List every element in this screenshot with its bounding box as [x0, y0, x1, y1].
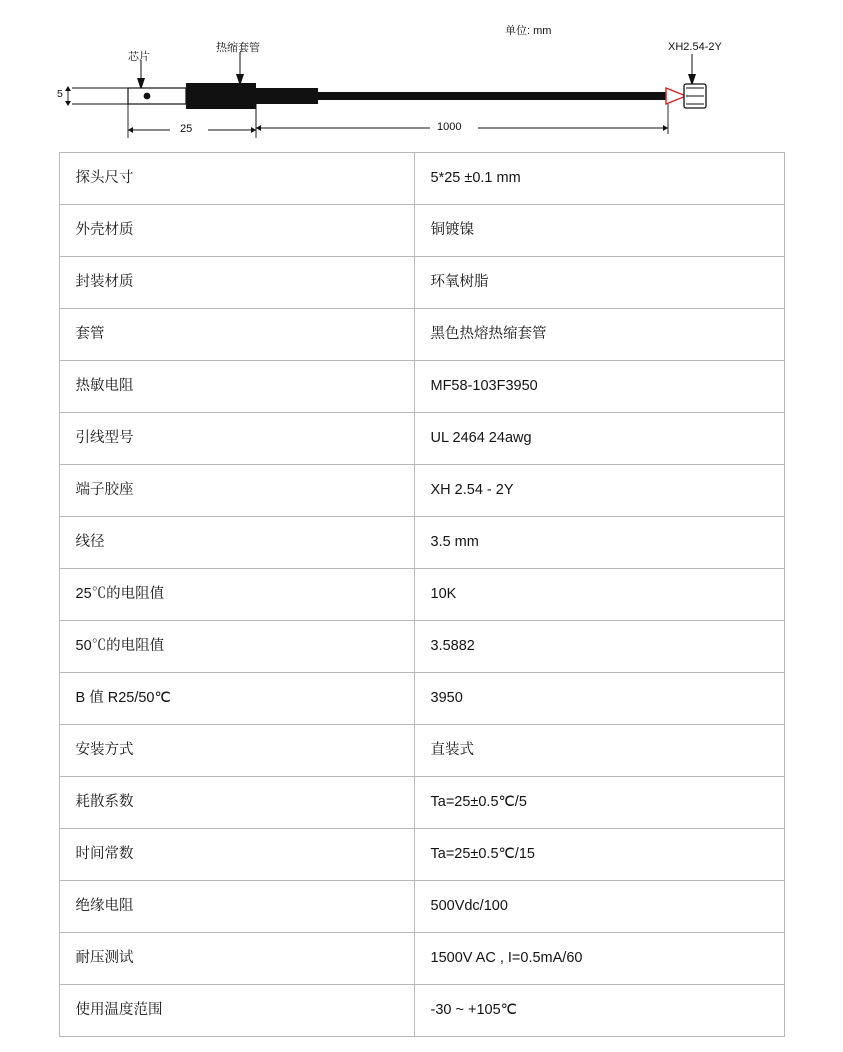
spec-value: 3.5 mm: [414, 517, 784, 569]
spec-value: XH 2.54 - 2Y: [414, 465, 784, 517]
spec-label: 安装方式: [59, 725, 414, 777]
table-row: [59, 361, 784, 413]
spec-label: 50℃的电阻值: [59, 621, 414, 673]
callout-connector: XH2.54-2Y: [668, 41, 722, 53]
heat-shrink-thick: [186, 83, 256, 109]
dimension-wire-length: 1000: [437, 121, 462, 133]
spec-value: 环氧树脂: [414, 257, 784, 309]
spec-label: 绝缘电阻: [59, 881, 414, 933]
table-row: [59, 881, 784, 933]
spec-label: 外壳材质: [59, 205, 414, 257]
spec-value: 3.5882: [414, 621, 784, 673]
table-row: [59, 673, 784, 725]
spec-label: 线径: [59, 517, 414, 569]
probe-metal-tube: [128, 88, 186, 104]
table-row: [59, 465, 784, 517]
table-row: [59, 153, 784, 205]
unit-note: 单位: mm: [505, 25, 552, 37]
spec-value: Ta=25±0.5℃/5: [414, 777, 784, 829]
lead-wire: [318, 92, 670, 100]
table-row: [59, 777, 784, 829]
spec-value: 铜镀镍: [414, 205, 784, 257]
table-row: [59, 257, 784, 309]
spec-value: Ta=25±0.5℃/15: [414, 829, 784, 881]
table-row: [59, 985, 784, 1037]
spec-value: -30 ~ +105℃: [414, 985, 784, 1037]
spec-label: 端子胶座: [59, 465, 414, 517]
specification-table: [59, 152, 785, 1037]
diameter-dimension: [65, 86, 128, 106]
table-row: [59, 309, 784, 361]
spec-label: 热敏电阻: [59, 361, 414, 413]
spec-label: 耐压测试: [59, 933, 414, 985]
table-row: [59, 569, 784, 621]
callout-heat-shrink-tube: 热缩套管: [216, 42, 260, 54]
wire-length-dimension: [256, 104, 668, 134]
spec-label: 时间常数: [59, 829, 414, 881]
spec-value: 5*25 ±0.1 mm: [414, 153, 784, 205]
table-row: [59, 413, 784, 465]
table-row: [59, 517, 784, 569]
spec-value: 3950: [414, 673, 784, 725]
spec-value: UL 2464 24awg: [414, 413, 784, 465]
spec-label: 使用温度范围: [59, 985, 414, 1037]
table-row: [59, 829, 784, 881]
probe-chip-dot: [144, 93, 151, 100]
spec-label: 25℃的电阻值: [59, 569, 414, 621]
specification-table-body: [59, 153, 784, 1037]
callout-chip: 芯片: [128, 51, 150, 63]
spec-value: 500Vdc/100: [414, 881, 784, 933]
table-row: [59, 621, 784, 673]
spec-label: 耗散系数: [59, 777, 414, 829]
table-row: [59, 205, 784, 257]
spec-label: 套管: [59, 309, 414, 361]
xh-connector: [666, 84, 706, 108]
spec-value: 黑色热熔热缩套管: [414, 309, 784, 361]
spec-label: B 值 R25/50℃: [59, 673, 414, 725]
product-dimension-drawing: [0, 0, 843, 152]
drawing-svg: [0, 0, 843, 152]
table-row: [59, 725, 784, 777]
heat-shrink-thin: [256, 88, 318, 104]
table-row: [59, 933, 784, 985]
spec-label: 探头尺寸: [59, 153, 414, 205]
spec-value: 10K: [414, 569, 784, 621]
spec-value: MF58-103F3950: [414, 361, 784, 413]
spec-label: 引线型号: [59, 413, 414, 465]
dimension-probe-diameter: 5: [57, 88, 63, 100]
spec-value: 1500V AC , I=0.5mA/60: [414, 933, 784, 985]
spec-label: 封装材质: [59, 257, 414, 309]
dimension-probe-length: 25: [180, 123, 193, 135]
spec-value: 直装式: [414, 725, 784, 777]
